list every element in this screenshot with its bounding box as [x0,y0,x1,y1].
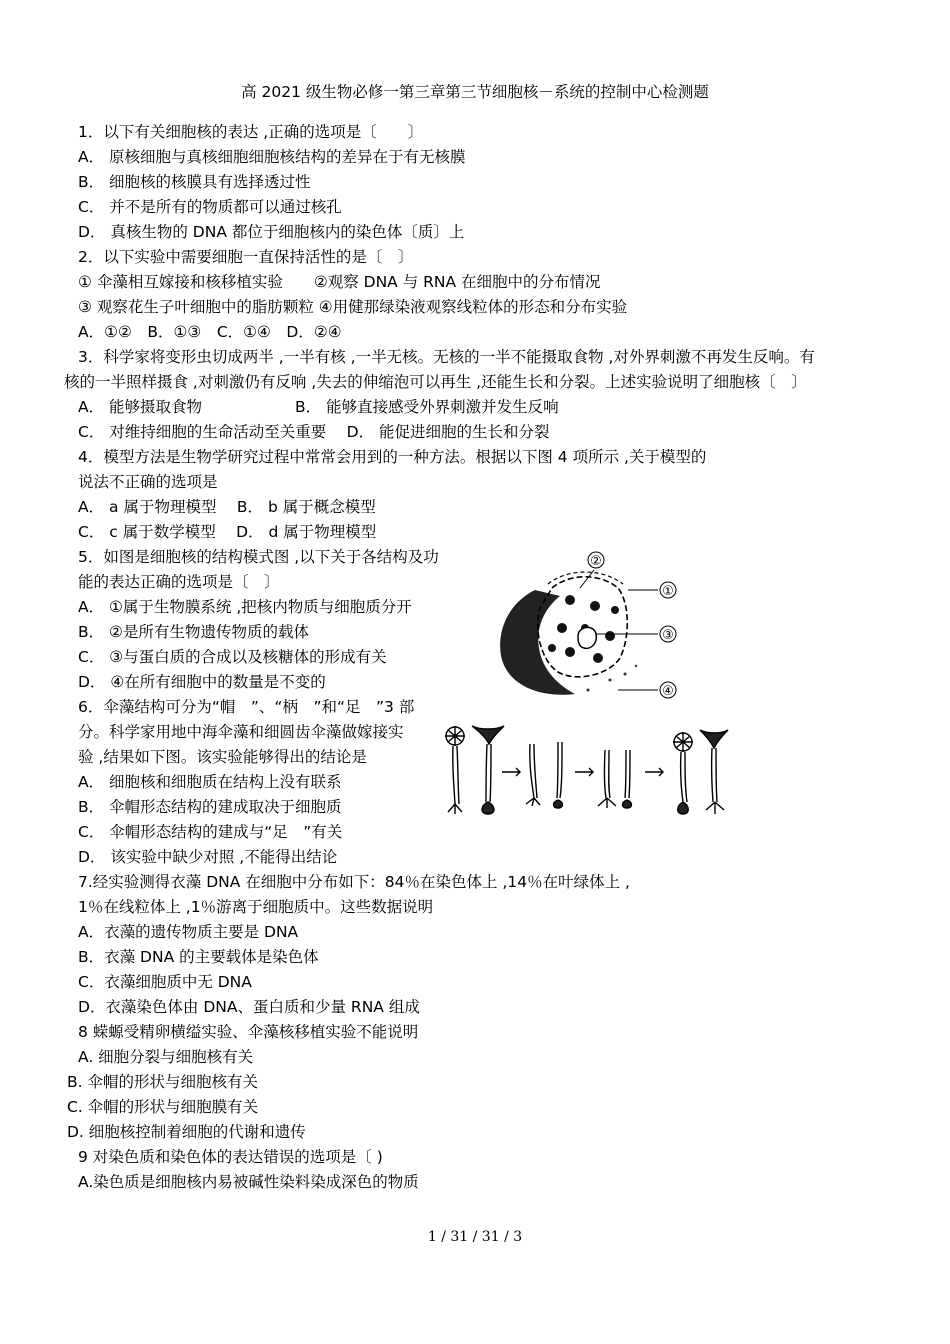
text-line: C．衣藻细胞质中无 DNA [78,973,252,991]
text-line: C． ③与蛋白质的合成以及核糖体的形成有关 [78,648,387,666]
text-line: A． ①属于生物膜系统 ,把核内物质与细胞质分开 [78,598,412,616]
page-number-footer: 1 / 31 / 31 / 3 [427,1229,523,1245]
acetabularia-grafting-figure [440,722,730,817]
text-line: A． 原核细胞与真核细胞细胞核结构的差异在于有无核膜 [78,148,466,166]
text-line: 5．如图是细胞核的结构模式图 ,以下关于各结构及功 [78,548,439,566]
text-line: 验 ,结果如下图。该实验能够得出的结论是 [78,748,367,766]
nucleus-structure-figure [490,548,690,703]
text-line: C． c 属于数学模型 D． d 属于物理模型 [78,523,377,541]
label-1: ① [662,584,674,599]
text-line: 2．以下实验中需要细胞一直保持活性的是〔 〕 [78,248,414,266]
text-line: C． 对维持细胞的生命活动至关重要 D． 能促进细胞的生长和分裂 [78,423,550,441]
label-4: ④ [662,684,674,699]
text-line: 能的表达正确的选项是〔 〕 [78,573,280,591]
text-line: ③ 观察花生子叶细胞中的脂肪颗粒 ④用健那绿染液观察线粒体的形态和分布实验 [78,298,628,316]
text-line: C. 伞帽的形状与细胞膜有关 [67,1098,259,1116]
cytoplasm-shape [500,590,575,695]
text-line: D． 该实验中缺少对照 ,不能得出结论 [78,848,338,866]
text-line: 4．模型方法是生物学研究过程中常常会用到的一种方法。根据以下图 4 项所示 ,关于模型的 [78,448,707,466]
text-line: B． 伞帽形态结构的建成取决于细胞质 [78,798,342,816]
text-line: 7.经实验测得衣藻 DNA 在细胞中分布如下：84％在染色体上 ,14％在叶绿体上 , [78,873,630,891]
text-line: 1％在线粒体上 ,1％游离于细胞质中。这些数据说明 [78,898,434,916]
text-line: 核的一半照样摄食 ,对刺激仍有反响 ,失去的伸缩泡可以再生 ,还能生长和分裂。上述实验说明了细胞核〔 〕 [64,373,807,391]
text-line: A． 细胞核和细胞质在结构上没有联系 [78,773,342,791]
nucleolus [578,627,596,648]
text-line: A．①② B．①③ C．①④ D．②④ [78,323,342,341]
text-line: B． 细胞核的核膜具有选择透过性 [78,173,311,191]
text-line: B． ②是所有生物遗传物质的载体 [78,623,309,641]
text-line: 1．以下有关细胞核的表达 ,正确的选项是〔 〕 [78,123,424,141]
text-line: A． 能够摄取食物 B． 能够直接感受外界刺激并发生反响 [78,398,559,416]
text-line: ① 伞藻相互嫁接和核移植实验 ②观察 DNA 与 RNA 在细胞中的分布情况 [78,273,601,291]
text-line: A.染色质是细胞核内易被碱性染料染成深色的物质 [78,1173,419,1191]
text-line: D. 细胞核控制着细胞的代谢和遗传 [67,1123,306,1141]
text-line: D． ④在所有细胞中的数量是不变的 [78,673,326,691]
text-line: 8 蝾螈受精卵横缢实验、伞藻核移植实验不能说明 [78,1023,419,1041]
text-line: B．衣藻 DNA 的主要载体是染色体 [78,948,319,966]
text-line: A．衣藻的遗传物质主要是 DNA [78,923,299,941]
text-line: 6．伞藻结构可分为“帽 ”、“柄 ”和“足 ”3 部 [78,698,415,716]
text-line: 分。科学家用地中海伞藻和细圆齿伞藻做嫁接实 [78,723,404,741]
label-3: ③ [662,628,674,643]
text-line: C． 并不是所有的物质都可以通过核孔 [78,198,342,216]
text-line: A． a 属于物理模型 B． b 属于概念模型 [78,498,376,516]
text-line: D．衣藻染色体由 DNA、蛋白质和少量 RNA 组成 [78,998,420,1016]
text-line: 3．科学家将变形虫切成两半 ,一半有核 ,一半无核。无核的一半不能摄取食物 ,对外界刺激不再发生反响。有 [78,348,815,366]
text-line: C． 伞帽形态结构的建成与“足 ”有关 [78,823,343,841]
text-line: D． 真核生物的 DNA 都位于细胞核内的染色体〔质〕上 [78,223,465,241]
text-line: A. 细胞分裂与细胞核有关 [78,1048,254,1066]
text-line: 9 对染色质和染色体的表达错误的选项是〔 ) [78,1148,383,1166]
text-line: 说法不正确的选项是 [78,473,218,491]
text-line: B. 伞帽的形状与细胞核有关 [67,1073,258,1091]
page-title: 高 2021 级生物必修一第三章第三节细胞核－系统的控制中心检测题 [241,83,709,101]
label-2: ② [590,554,602,569]
